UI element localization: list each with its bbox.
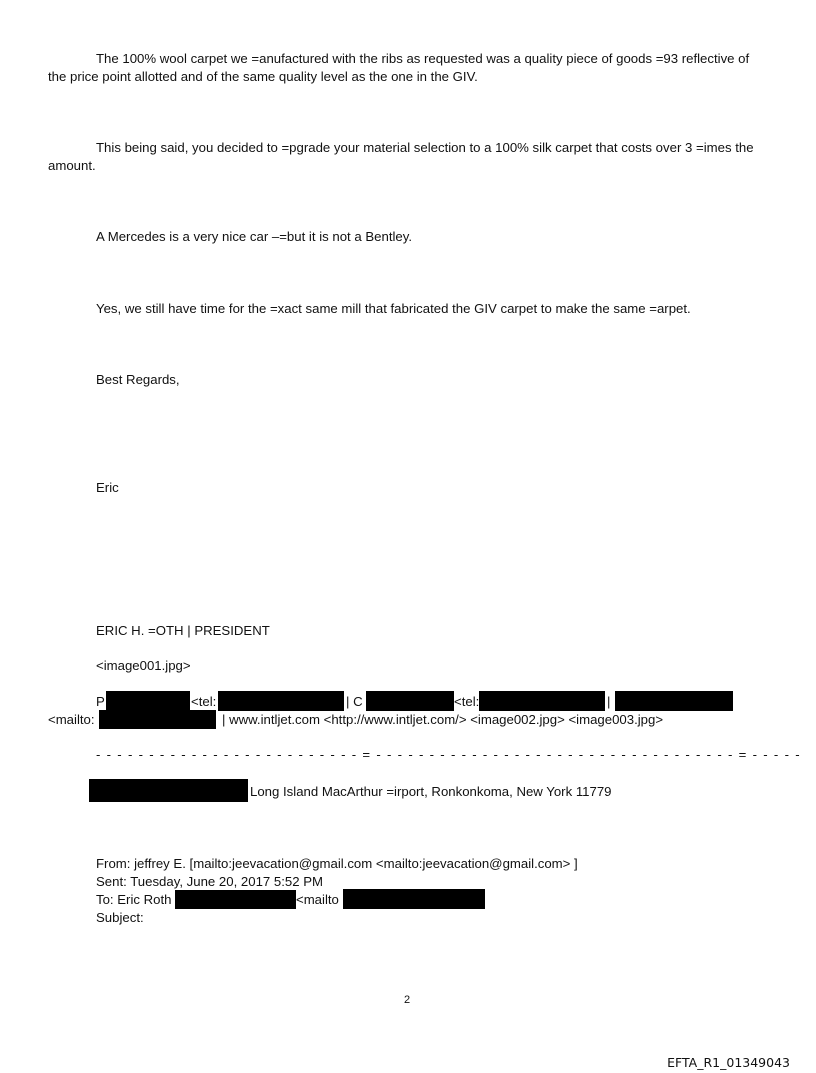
- cell-separator: | C: [346, 694, 363, 709]
- tel-link-2[interactable]: <tel:: [454, 694, 480, 709]
- body-paragraph-1: The 100% wool carpet we =anufactured with the ribs as requested was a quality piece of goods =93 reflective of: [96, 51, 750, 66]
- redaction-bar: [343, 889, 485, 909]
- signature-image-placeholder: <image001.jpg>: [96, 658, 191, 673]
- redaction-bar: [89, 779, 248, 802]
- header-from: From: jeffrey E. [mailto:jeevacation@gmail.com <mailto:jeevacation@gmail.com> ]: [96, 856, 578, 871]
- mailto-link[interactable]: <mailto:: [48, 712, 95, 727]
- phone-prefix: P: [96, 694, 105, 709]
- header-to: To: Eric Roth: [96, 892, 172, 907]
- body-paragraph-4: Yes, we still have time for the =xact same mill that fabricated the GIV carpet to make the same =arpet.: [96, 301, 691, 316]
- document-id: EFTA_R1_01349043: [667, 1055, 790, 1070]
- body-paragraph-2: This being said, you decided to =pgrade your material selection to a 100% silk carpet that costs over 3 =imes the: [96, 140, 754, 155]
- redaction-bar: [175, 890, 296, 909]
- closing-line: Best Regards,: [96, 372, 180, 387]
- redaction-bar: [615, 691, 733, 711]
- page-number: 2: [404, 994, 411, 1006]
- signature-name: Eric: [96, 480, 119, 495]
- pipe-separator: |: [607, 694, 611, 709]
- redaction-bar: [218, 691, 344, 711]
- header-sent: Sent: Tuesday, June 20, 2017 5:52 PM: [96, 874, 324, 889]
- address-line: Long Island MacArthur =irport, Ronkonkoma, New York 11779: [250, 784, 612, 799]
- body-paragraph-2-cont: amount.: [48, 158, 96, 173]
- tel-link-1[interactable]: <tel:: [191, 694, 217, 709]
- redaction-bar: [99, 710, 216, 729]
- redaction-bar: [106, 691, 190, 711]
- website-line[interactable]: | www.intljet.com <http://www.intljet.com/> <image002.jpg> <image003.jpg>: [222, 712, 664, 727]
- redaction-bar: [366, 691, 454, 711]
- signature-title: ERIC H. =OTH | PRESIDENT: [96, 623, 270, 638]
- body-paragraph-1-cont: the price point allotted and of the same quality level as the one in the GIV.: [48, 69, 478, 84]
- header-to-mailto[interactable]: <mailto: [296, 892, 339, 907]
- header-subject: Subject:: [96, 910, 144, 925]
- redaction-bar: [479, 691, 605, 711]
- body-paragraph-3: A Mercedes is a very nice car –=but it is not a Bentley.: [96, 229, 413, 244]
- dash-rule: - - - - - - - - - - - - - - - - - - - - - - - - - = - - - - - - - - - - - - - - - - - - - - - - - - - - - - - - - - - - = - - - - -: [96, 747, 801, 762]
